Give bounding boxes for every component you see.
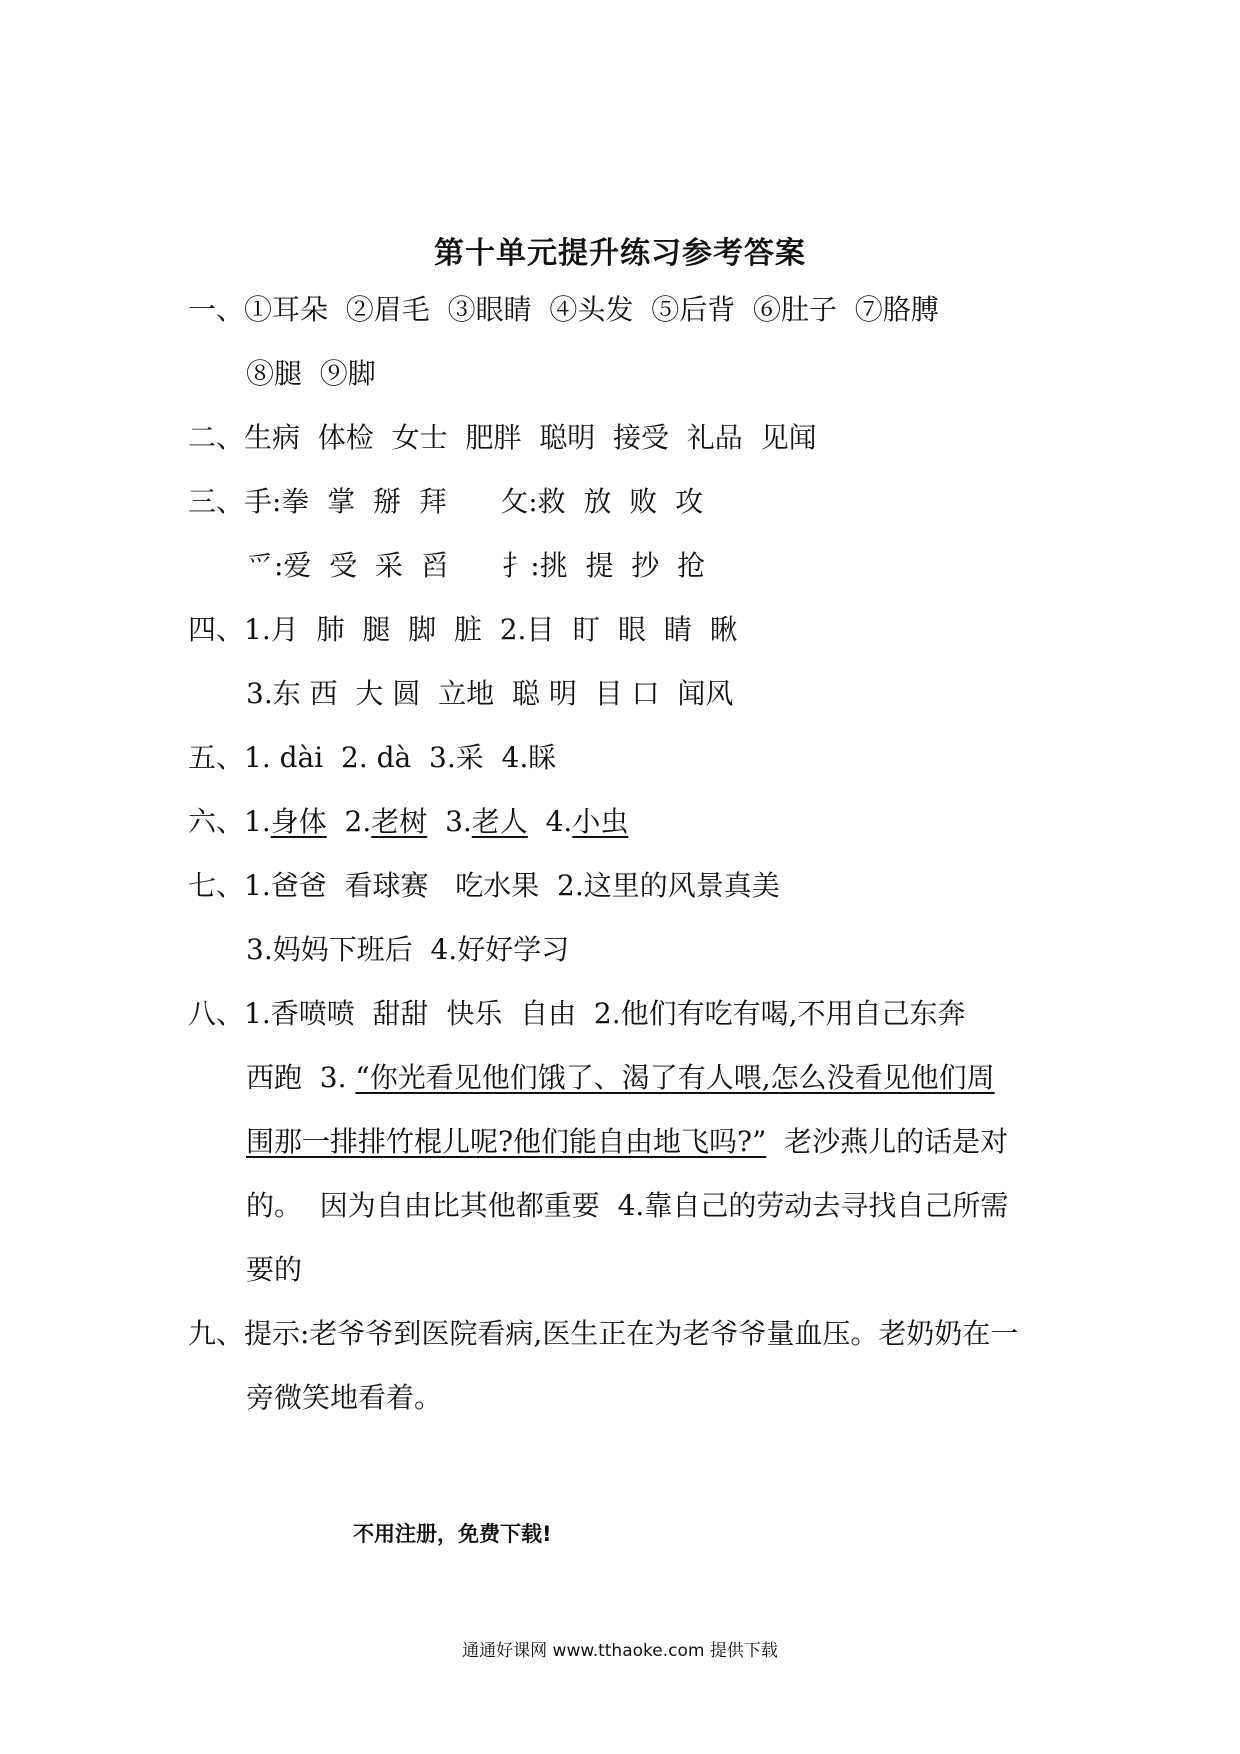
answer-8-quote-part-2: 围那一排排竹棍儿呢?他们能自由地飞吗?” xyxy=(246,1125,767,1158)
answer-6-sep-4: 4. xyxy=(527,805,573,838)
answer-8-line-5: 要的 xyxy=(246,1253,303,1286)
answer-6-line-1 xyxy=(188,802,628,842)
answer-4-line-1: 四、1.月 肺 腿 脚 脏 2.目 盯 眼 睛 瞅 xyxy=(188,613,738,646)
answer-8-line-2-lead: 西跑 3. xyxy=(246,1061,356,1094)
answer-2-line-1: 二、生病 体检 女士 肥胖 聪明 接受 礼品 见闻 xyxy=(188,421,817,454)
answer-6-item-2: 老树 xyxy=(371,805,428,838)
answer-6-item-3: 老人 xyxy=(471,805,528,838)
page-title: 第十单元提升练习参考答案 xyxy=(434,236,806,271)
answer-9-line-1: 九、提示:老爷爷到医院看病,医生正在为老爷爷量血压。老奶奶在一 xyxy=(188,1317,1019,1350)
answer-1-line-1: 一、①耳朵 ②眉毛 ③眼睛 ④头发 ⑤后背 ⑥肚子 ⑦胳膊 xyxy=(188,293,939,326)
answer-6-sep-2: 2. xyxy=(326,805,372,838)
answer-8-line-1: 八、1.香喷喷 甜甜 快乐 自由 2.他们有吃有喝,不用自己东奔 xyxy=(188,997,966,1030)
answer-3-line-1: 三、手:拳 掌 掰 拜 攵:救 放 败 攻 xyxy=(188,485,704,518)
answer-6-prefix: 六、1. xyxy=(188,805,271,838)
download-note: 不用注册，免费下载! xyxy=(353,1522,552,1546)
answer-6-item-4: 小虫 xyxy=(572,805,629,838)
answer-8-line-3 xyxy=(246,1122,1008,1162)
answer-6-item-1: 身体 xyxy=(270,805,327,838)
answer-3-line-2: 爫:爱 受 采 舀 扌:挑 提 抄 抢 xyxy=(246,549,706,582)
page-footer: 通通好课网 www.tthaoke.com 提供下载 xyxy=(462,1641,778,1661)
answer-1-line-2: ⑧腿 ⑨脚 xyxy=(246,357,376,390)
answer-9-line-2: 旁微笑地看着。 xyxy=(246,1381,443,1414)
answer-7-line-1: 七、1.爸爸 看球赛 吃水果 2.这里的风景真美 xyxy=(188,869,780,902)
answer-8-line-4: 的。 因为自由比其他都重要 4.靠自己的劳动去寻找自己所需 xyxy=(246,1189,1009,1222)
answer-8-line-3-tail: 老沙燕儿的话是对 xyxy=(766,1125,1009,1158)
answer-8-line-2 xyxy=(246,1058,995,1098)
answer-5-line-1: 五、1. dài 2. dà 3.采 4.睬 xyxy=(188,741,557,774)
answer-7-line-2: 3.妈妈下班后 4.好好学习 xyxy=(246,933,570,966)
answer-8-quote-part-1: “你光看见他们饿了、渴了有人喂,怎么没看见他们周 xyxy=(355,1061,995,1094)
answer-6-sep-3: 3. xyxy=(427,805,472,838)
answer-4-line-2: 3.东 西 大 圆 立地 聪 明 目 口 闻风 xyxy=(246,677,734,710)
